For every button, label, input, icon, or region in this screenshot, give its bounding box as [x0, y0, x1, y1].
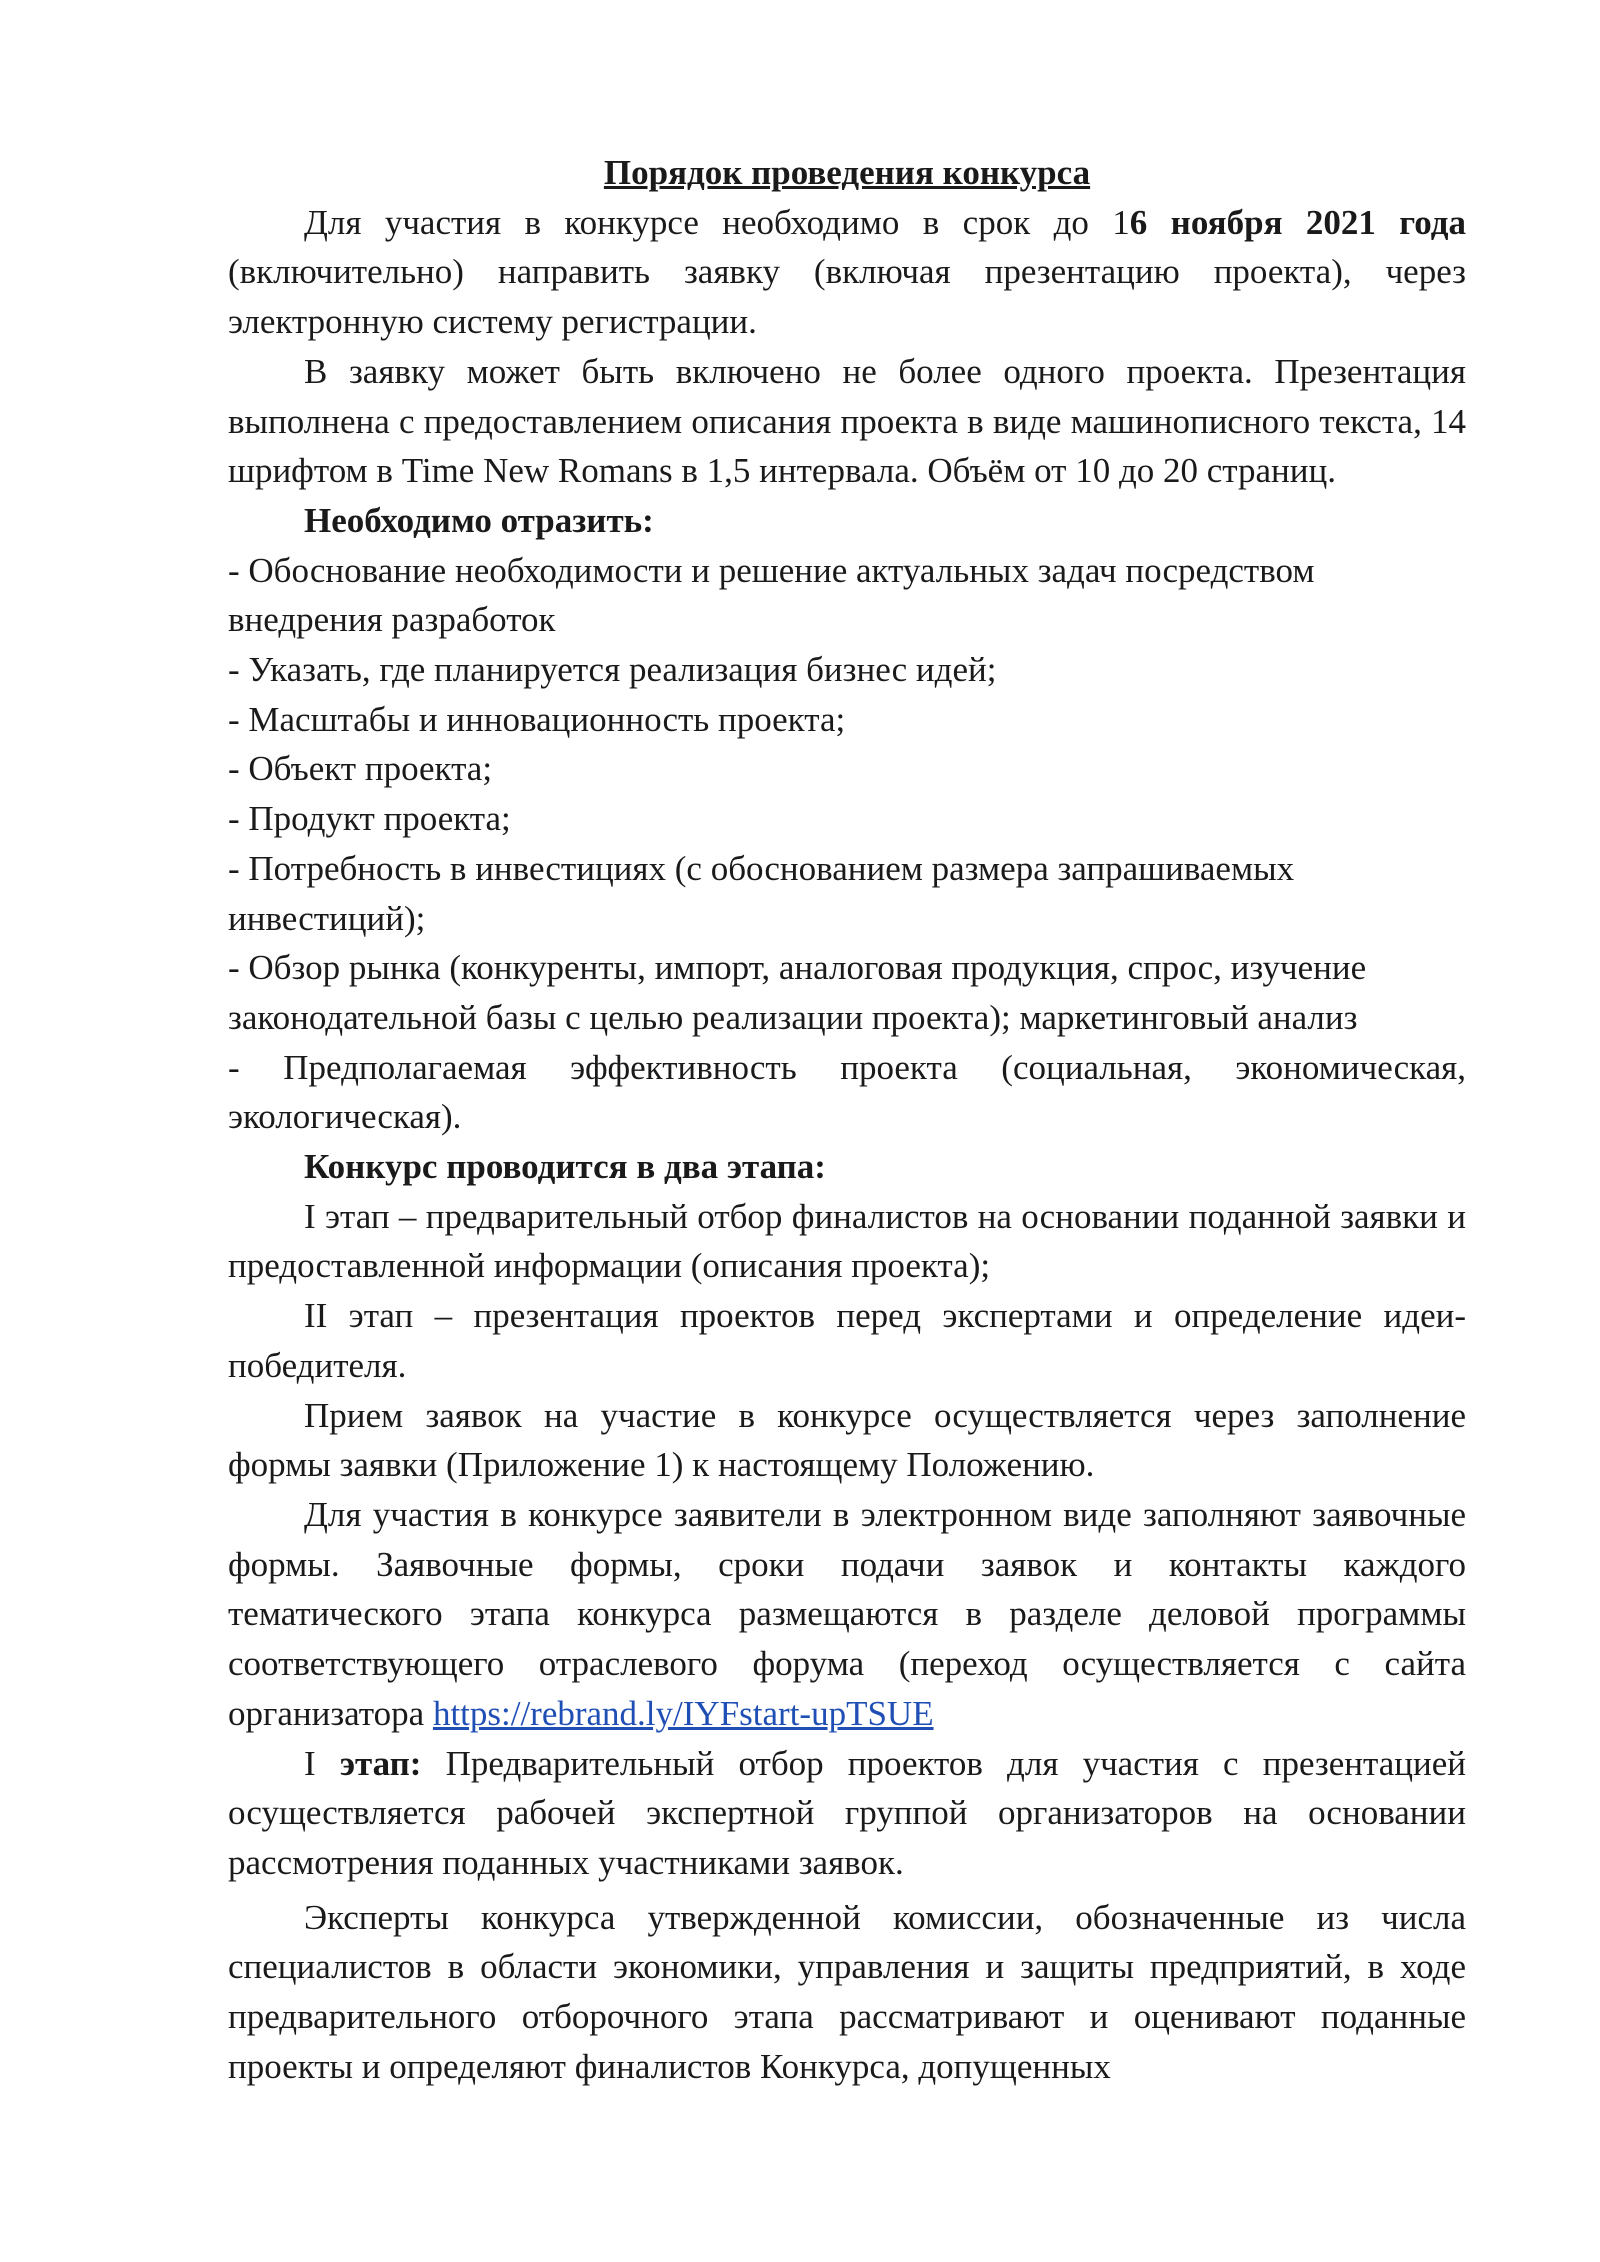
list-item: - Предполагаемая эффективность проекта (социальная, экономическая, экологическая).: [228, 1047, 1466, 1137]
list-item: - Потребность в инвестициях (с обоснованием размера запрашиваемых инвестиций);: [228, 848, 1295, 938]
paragraph-stage-1-selection: I этап: Предварительный отбор проектов для участия с презентацией осуществляется рабочей экспертной группой организаторов на основании рассмотрения поданных участниками заявок.: [228, 1743, 1466, 1882]
list-item: - Указать, где планируется реализация бизнес идей;: [228, 650, 997, 690]
paragraph-experts: Эксперты конкурса утвержденной комиссии, обозначенные из числа специалистов в области экономики, управления и защиты предприятий, в ходе предварительного отборочного этапа рассматривают и оценивают поданные проекты и определяют финалистов Конкурса, допущенных: [228, 1897, 1466, 2086]
document-page: [228, 148, 1466, 2091]
paragraph-deadline: Для участия в конкурсе необходимо в срок до 16 ноября 2021 года (включительно) направить заявку (включая презентацию проекта), через электронную систему регистрации.: [228, 202, 1466, 342]
paragraph-forms: Для участия в конкурсе заявители в электронном виде заполняют заявочные формы. Заявочные формы, сроки подачи заявок и контакты каждого тематического этапа конкурса размещаются в разделе деловой программы соответствующего отраслевого форума (переход осуществляется с сайта организатора https://rebrand.ly/IYFstart-upTSUE: [228, 1494, 1466, 1733]
stages-heading: Конкурс проводится в два этапа:: [304, 1147, 826, 1187]
organizer-link[interactable]: https://rebrand.ly/IYFstart-upTSUE: [432, 1693, 934, 1733]
list-item: - Продукт проекта;: [228, 799, 511, 839]
paragraph-reception: Прием заявок на участие в конкурсе осуществляется через заполнение формы заявки (Приложение 1) к настоящему Положению.: [228, 1395, 1466, 1485]
paragraph-stage-2: II этап – презентация проектов перед экспертами и определение идеи-победителя.: [228, 1296, 1466, 1385]
deadline-date: 6 ноября 2021 года: [1129, 202, 1466, 242]
paragraph-stage-1: I этап – предварительный отбор финалистов на основании поданной заявки и предоставленной информации (описания проекта);: [228, 1196, 1466, 1286]
list-item: - Масштабы и инновационность проекта;: [228, 699, 846, 739]
document-title: Порядок проведения конкурса: [603, 153, 1091, 192]
list-item: - Обзор рынка (конкуренты, импорт, аналоговая продукция, спрос, изучение законодательной базы с целью реализации проекта); маркетинговый анализ: [228, 948, 1367, 1037]
paragraph-presentation: В заявку может быть включено не более одного проекта. Презентация выполнена с предоставлением описания проекта в виде машинописного текста, 14 шрифтом в Time New Romans в 1,5 интервала. Объём от 10 до 20 страниц.: [228, 351, 1466, 491]
reflect-heading: Необходимо отразить:: [304, 500, 654, 540]
list-item: - Обоснование необходимости и решение актуальных задач посредством внедрения разработок: [228, 550, 1315, 640]
list-item: - Объект проекта;: [228, 749, 493, 789]
